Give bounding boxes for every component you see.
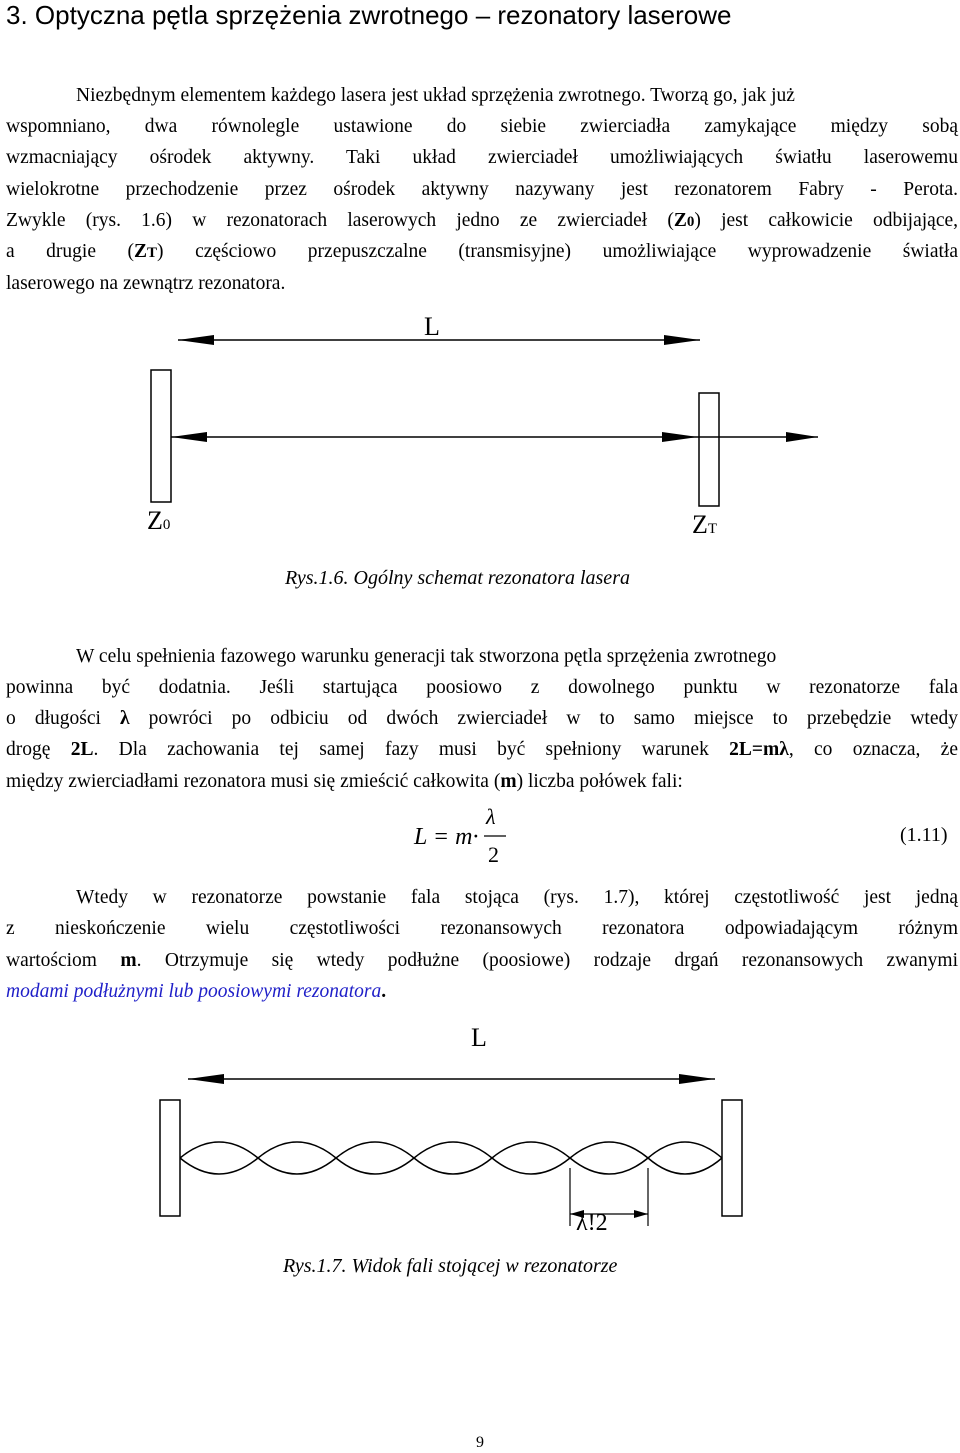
beam-arrow-mid: [662, 432, 698, 442]
length-label-2: L: [471, 1023, 487, 1052]
emphasized-term: modami podłużnymi lub poosiowymi rezonatora: [6, 981, 382, 1002]
mirror-z0-label: Z0: [147, 506, 171, 535]
formula-denominator: 2: [488, 842, 499, 867]
text-line: o długości λ powróci po odbiciu od dwóch zwierciadeł w to samo miejsce to przebędzie wtedy: [6, 708, 958, 729]
half-wave-arrow-right: [634, 1210, 648, 1218]
text-line: wielokrotne przechodzenie przez ośrodek aktywny nazywany jest rezonatorem Fabry - Perota.: [6, 179, 958, 200]
dimension-arrow-right-2: [679, 1074, 715, 1084]
length-label: L: [424, 312, 440, 341]
text-line: wartościom m. Otrzymuje się wtedy podłużne (poosiowe) rodzaje drgań rezonansowych zwanymi: [6, 950, 958, 971]
beam-arrow-out: [786, 432, 818, 442]
formula-lhs: L = m·: [414, 824, 479, 850]
text-line: modami podłużnymi lub poosiowymi rezonatora.: [6, 981, 387, 1002]
text-line: powinna być dodatnia. Jeśli startująca poosiowo z dowolnego punktu w rezonatorze fala: [6, 677, 958, 698]
mirror-zt: [699, 393, 719, 506]
dimension-arrow-left-2: [188, 1074, 224, 1084]
text-line: Wtedy w rezonatorze powstanie fala stojąca (rys. 1.7), której częstotliwość jest jedną: [76, 887, 958, 908]
text-line: wspomniano, dwa równolegle ustawione do siebie zwierciadła zamykające między sobą: [6, 116, 958, 137]
text-line: drogę 2L. Dla zachowania tej samej fazy musi być spełniony warunek 2L=mλ, co oznacza, że: [6, 739, 958, 760]
text-line: W celu spełnienia fazowego warunku generacji tak stworzona pętla sprzężenia zwrotnego: [76, 646, 777, 667]
mirror-left-2: [160, 1100, 180, 1216]
text-line: z nieskończenie wielu częstotliwości rezonansowych rezonatora odpowiadającym różnym: [6, 918, 958, 939]
formula-numerator: λ: [486, 804, 496, 829]
mirror-right-2: [722, 1100, 742, 1216]
wave-lower: [180, 1158, 722, 1174]
dimension-arrow-left: [178, 335, 214, 345]
text-line: wzmacniający ośrodek aktywny. Taki układ zwierciadeł umożliwiających światłu laserowemu: [6, 147, 958, 168]
text-line: między zwierciadłami rezonatora musi się zmieścić całkowita (m) liczba połówek fali:: [6, 771, 683, 792]
dimension-arrow-right: [664, 335, 700, 345]
mirror-zt-label: ZT: [692, 510, 718, 539]
half-wave-label: λ!2: [576, 1210, 608, 1236]
equation-number: (1.11): [900, 824, 948, 846]
mirror-z0: [151, 370, 171, 502]
wave-upper: [180, 1142, 722, 1158]
page-number: 9: [476, 1434, 484, 1451]
beam-arrow-left: [171, 432, 207, 442]
figure-caption-1-7: Rys.1.7. Widok fali stojącej w rezonatorze: [283, 1255, 618, 1277]
text-line: a drugie (ZT) częściowo przepuszczalne (transmisyjne) umożliwiające wyprowadzenie światła: [6, 241, 958, 262]
text-line: Zwykle (rys. 1.6) w rezonatorach laserowych jedno ze zwierciadeł (Z0) jest całkowicie odbijające,: [6, 210, 958, 231]
figure-caption-1-6: Rys.1.6. Ogólny schemat rezonatora lasera: [285, 567, 630, 589]
text-line: laserowego na zewnątrz rezonatora.: [6, 273, 286, 294]
standing-wave: [180, 1142, 722, 1174]
section-heading: 3. Optyczna pętla sprzężenia zwrotnego – rezonatory laserowe: [6, 0, 732, 30]
text-line: Niezbędnym elementem każdego lasera jest układ sprzężenia zwrotnego. Tworzą go, jak już: [76, 85, 795, 106]
